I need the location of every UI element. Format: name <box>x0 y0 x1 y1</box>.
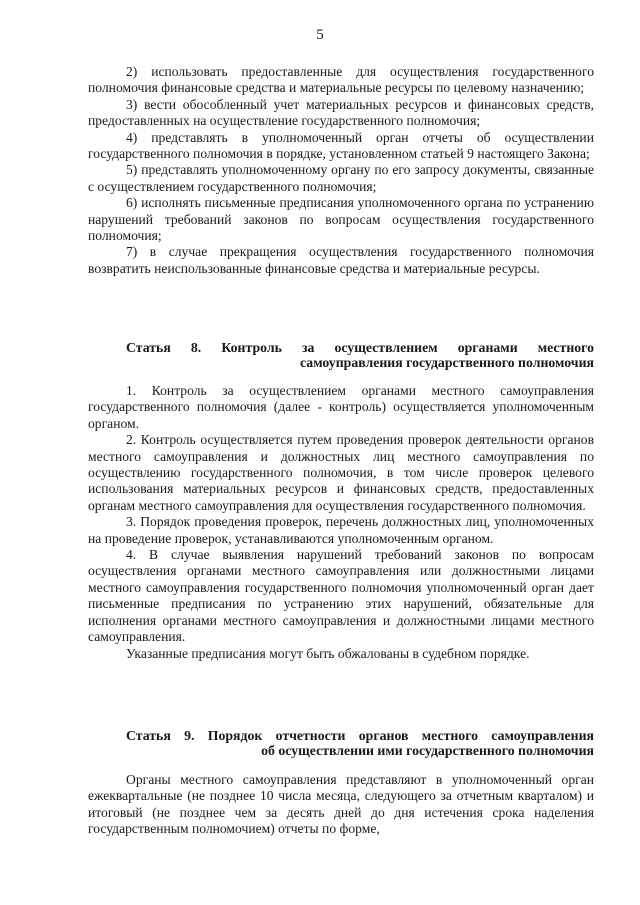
article-9-body <box>88 772 594 838</box>
list-item: 2) использовать предоставленные для осуществления государственного полномочия финансовые средства и материальные ресурсы по целевому назначению; <box>88 64 594 96</box>
list-item: 7) в случае прекращения осуществления государственного полномочия возвратить неиспользованные финансовые средства и материальные ресурсы. <box>88 244 594 276</box>
article-9-heading-line2: об осуществлении ими государственного полномочия <box>261 743 594 758</box>
paragraph: Указанные предписания могут быть обжалованы в судебном порядке. <box>126 645 530 661</box>
page-number: 5 <box>316 27 324 43</box>
paragraph: 4. В случае выявления нарушений требований законов по вопросам осуществления органами местного самоуправления или должностными лицами местного самоуправления государственного полномочия уполномоченный орган дает письменные предписания по устранению этих нарушений, обязательные для исполнения органами местного самоуправления и должностными лицами местного самоуправления. <box>88 547 594 645</box>
list-item: 3) вести обособленный учет материальных ресурсов и финансовых средств, предоставленных на осуществление государственного полномочия; <box>88 96 594 129</box>
article-8-heading-line1: Статья 8. Контроль за осуществлением органами местного <box>126 340 594 355</box>
article-8-heading <box>88 340 594 370</box>
paragraph: Органы местного самоуправления представляют в уполномоченный орган ежеквартальные (не позднее 10 числа месяца, следующего за отчетным кварталом) и итоговый (не позднее чем за десять дней до дня истечения срока наделения государственным полномочием) отчеты по форме, <box>88 772 594 837</box>
paragraph: 1. Контроль за осуществлением органами местного самоуправления государственного полномочия (далее - контроль) осуществляется уполномоченным органом. <box>88 383 594 431</box>
article-9-heading-line1: Статья 9. Порядок отчетности органов местного самоуправления <box>126 728 594 743</box>
article-8-heading-line2: самоуправления государственного полномочия <box>300 355 594 370</box>
list-item: 4) представлять в уполномоченный орган отчеты об осуществлении государственного полномочия в порядке, установленном статьей 9 настоящего Закона; <box>88 129 594 162</box>
article-9-heading <box>88 728 594 758</box>
obligations-list <box>88 64 594 277</box>
list-item: 6) исполнять письменные предписания уполномоченного органа по устранению нарушений требований законов по вопросам осуществления государственного полномочия; <box>88 195 594 244</box>
list-item: 5) представлять уполномоченному органу по его запросу документы, связанные с осуществлением государственного полномочия; <box>88 162 594 194</box>
article-8-body <box>88 383 594 662</box>
paragraph: 3. Порядок проведения проверок, перечень должностных лиц, уполномоченных на проведение проверок, устанавливаются уполномоченным органом. <box>88 514 594 546</box>
paragraph: 2. Контроль осуществляется путем проведения проверок деятельности органов местного самоуправления и должностных лиц местного самоуправления по осуществлению государственного полномочия, в том числе проверок целевого использования материальных ресурсов и финансовых средств, предоставленных органам местного самоуправления для осуществления государственного полномочия. <box>88 432 594 513</box>
